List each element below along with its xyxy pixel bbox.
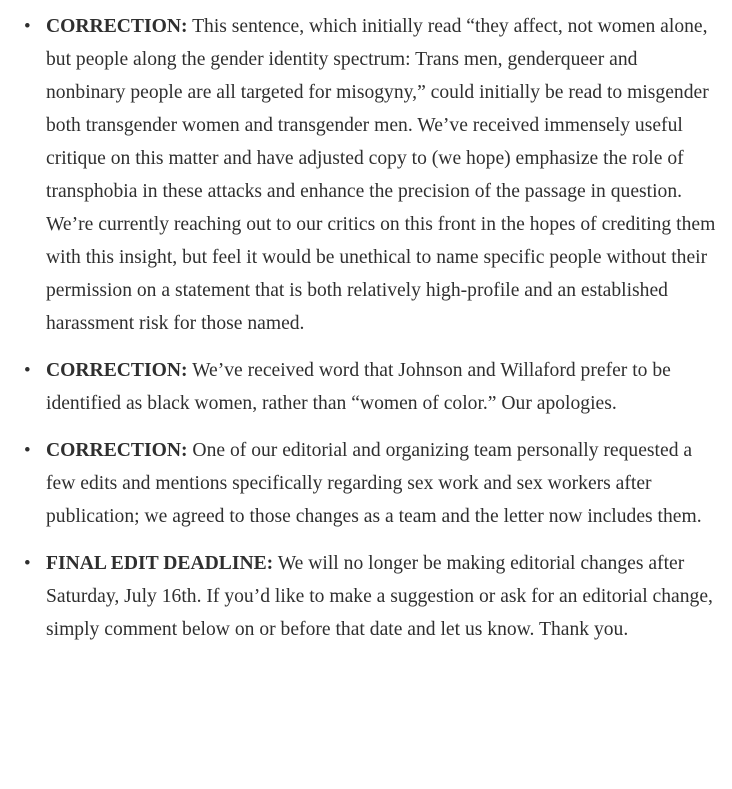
deadline-text: We will no longer be making editorial changes after Saturday, July 16th. If you’d like to make a suggestion or ask for an editorial change, simply comment below on or before that date and let us know. Thank you. xyxy=(46,553,713,640)
bullet-icon: • xyxy=(24,16,31,37)
correction-item xyxy=(24,354,720,420)
bullet-icon: • xyxy=(24,553,31,574)
correction-text: We’ve received word that Johnson and Willaford prefer to be identified as black women, rather than “women of color.” Our apologies. xyxy=(46,360,671,414)
correction-text: This sentence, which initially read “they affect, not women alone, but people along the gender identity spectrum: Trans men, genderqueer and nonbinary people are all targeted for misogyny,” could initially be read to misgender both transgender women and transgender men. We’ve received immensely useful critique on this matter and have adjusted copy to (we hope) emphasize the role of transphobia in these attacks and enhance the precision of the passage in question. We’re currently reaching out to our critics on this front in the hopes of crediting them with this insight, but feel it would be unethical to name specific people without their permission on a statement that is both relatively high-profile and an established harassment risk for those named. xyxy=(46,16,716,334)
deadline-label: FINAL EDIT DEADLINE: xyxy=(46,553,274,574)
correction-label: CORRECTION: xyxy=(46,440,188,461)
correction-item xyxy=(24,434,720,533)
correction-label: CORRECTION: xyxy=(46,16,188,37)
correction-label: CORRECTION: xyxy=(46,360,188,381)
correction-item xyxy=(24,10,720,340)
deadline-item xyxy=(24,547,720,646)
correction-text: One of our editorial and organizing team personally requested a few edits and mentions specifically regarding sex work and sex workers after publication; we agreed to those changes as a team and the letter now includes them. xyxy=(46,440,702,527)
bullet-icon: • xyxy=(24,360,31,381)
bullet-icon: • xyxy=(24,440,31,461)
